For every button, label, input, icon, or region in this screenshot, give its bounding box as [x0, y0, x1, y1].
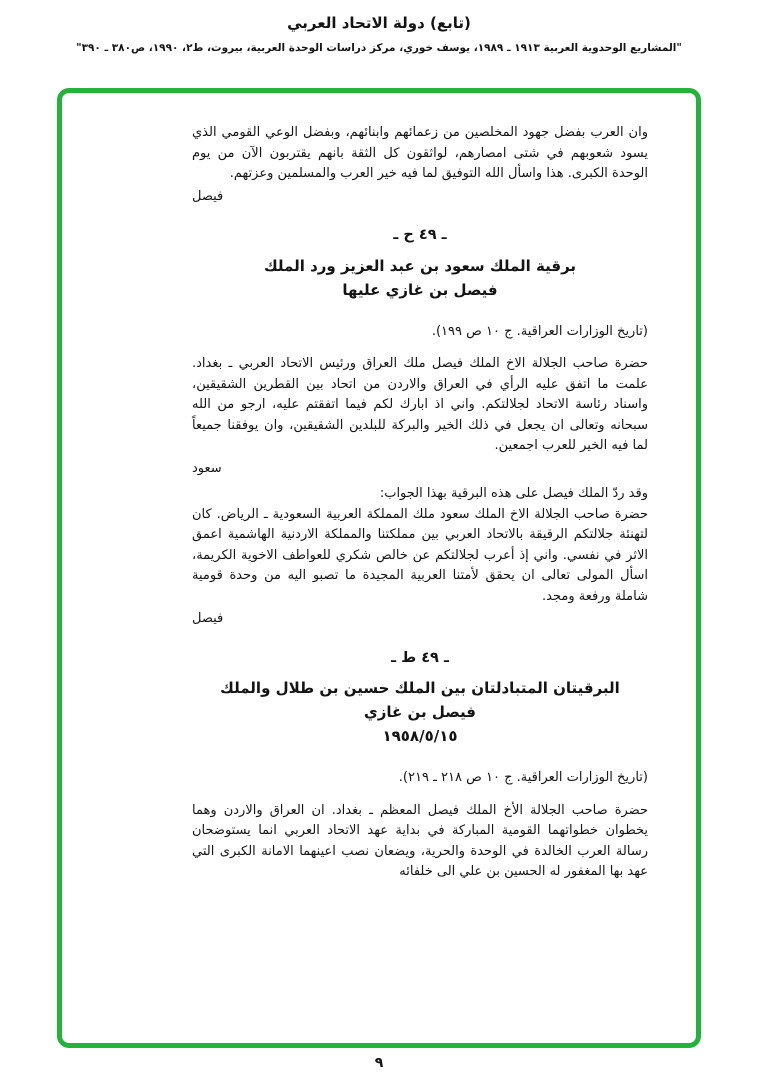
section-title-line-1: البرقيتان المتبادلتان بين الملك حسين بن طلال والملك [220, 679, 620, 697]
section-title-49h [192, 254, 648, 302]
telegram-hussein: حضرة صاحب الجلالة الأخ الملك فيصل المعظم ـ بغداد. ان العراق والاردن وهما يخطوان خطواتهما القومية المباركة في بداية عهد الاتحاد العربي انما يستوضحان رسالة العرب الخالدة في الوحدة والحرية، ويضعان نصب اعينهما الامانة الكبرى التي عهد بها المغفور له الحسين بن علي الى خلفائه [192, 802, 648, 879]
page-header [0, 14, 758, 54]
section-title-line-2: فيصل بن غازي عليها [342, 280, 498, 299]
signature-faisal-1: فيصل [192, 188, 224, 204]
text-column [192, 123, 648, 883]
paragraph-continuation: وان العرب بفضل جهود المخلصين من زعمائهم وابنائهم، وبفضل الوعي القومي الذي يسود شعوبهم في شتى امصارهم، لواثقون كل الثقة بانهم يقتربون الآن من يوم الوحدة الكبرى. هذا واسأل الله التوفيق لما فيه خير العرب والمسلمين وعزتهم. [192, 125, 648, 181]
section-title-line-2: فيصل بن غازي [364, 703, 476, 721]
reply-intro: وقد ردّ الملك فيصل على هذه البرقية بهذا الجواب: [379, 486, 648, 501]
telegram-faisal-reply: حضرة صاحب الجلالة الاخ الملك سعود ملك المملكة العربية السعودية ـ الرياض. كان لتهنئة جلالتكم الرقيقة بالاتحاد العربي بين مملكتنا والمملكة الاردنية الهاشمية اعمق الاثر في نفسي. واني إذ أعرب لجلالتكم عن خالص شكري للعواطف الاخوية الكريمة، اسأل المولى تعالى ان يحقق لأمتنا العربية المجيدة ما تصبو اليه من وحدة قومية شاملة ورفعة ومجد. [192, 506, 648, 604]
section-title-line-1: برقية الملك سعود بن عبد العزيز ورد الملك [263, 256, 577, 275]
signature-faisal-2: فيصل [192, 611, 224, 626]
section-heading-49h: ـ ٤٩ ح ـ [393, 227, 447, 243]
page-number: ٩ [374, 1055, 384, 1071]
source-reference-2: (تاريخ الوزارات العراقية. ج ١٠ ص ٢١٨ ـ ٢١٩). [398, 770, 648, 785]
section-title-date: ١٩٥٨/٥/١٥ [382, 727, 458, 745]
section-heading-49t: ـ ٤٩ ط ـ [391, 649, 449, 666]
source-citation: "المشاريع الوحدوية العربية ١٩١٣ ـ ١٩٨٩، يوسف خوري، مركز دراسات الوحدة العربية، بيروت، ط٢، ١٩٩٠، ص٣٨٠ ـ ٣٩٠" [76, 42, 682, 54]
green-frame [57, 88, 701, 1048]
signature-saud: سعود [192, 460, 222, 476]
section-title-49t [192, 676, 648, 748]
telegram-saud: حضرة صاحب الجلالة الاخ الملك فيصل ملك العراق ورئيس الاتحاد العربي ـ بغداد. علمت ما اتفق عليه الرأي في العراق والاردن من اتحاد بين القطرين الشقيقين، واسناد رئاسة الاتحاد لجلالتكم. واني اذ ابارك لكم فيما اتفقتم عليه، ارجو من الله سبحانه وتعالى ان يجعل في ذلك الخير والبركة للبلدين الشقيقين، وان يوفقنا جميعاً لما فيه الخير للعرب اجمعين. [192, 356, 648, 453]
source-reference-1: (تاريخ الوزارات العراقية. ج ١٠ ص ١٩٩). [431, 323, 648, 339]
running-title: (تابع) دولة الاتحاد العربي [287, 14, 471, 32]
